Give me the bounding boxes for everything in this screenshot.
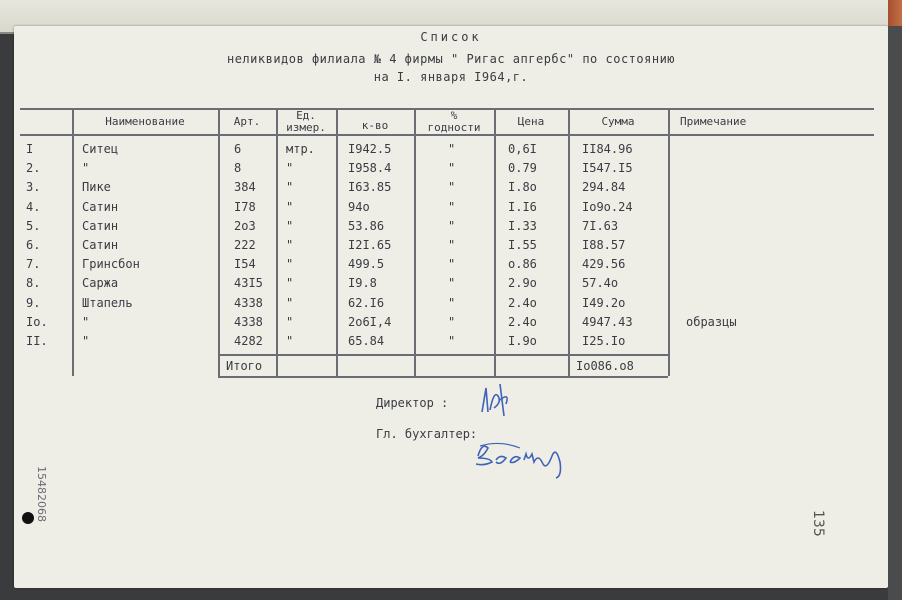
item-unit: " [286,218,294,233]
item-percent-usable: " [448,161,456,176]
item-price: 2.4o [508,314,537,329]
table-header-rule [20,134,874,136]
column-header-sum: Сумма [601,115,635,128]
item-article: 43I5 [234,276,263,291]
item-quantity: I63.85 [348,180,392,195]
item-article: 2o3 [234,218,256,233]
item-name: Пике [82,180,111,195]
item-percent-usable: " [448,180,456,195]
row-number: 6. [26,238,41,252]
row-number: 5. [26,218,41,233]
column-header-unit: Ед. измер. [286,109,326,134]
item-article: I54 [234,257,256,272]
table-row [20,276,874,294]
item-sum: I49.2o [582,295,626,310]
item-quantity: I2I.65 [348,238,392,252]
item-article: 4338 [234,295,263,310]
table-row [20,257,874,275]
director-signature [476,382,536,422]
item-percent-usable: " [448,314,456,329]
item-quantity: I958.4 [348,161,392,176]
item-quantity: 2o6I,4 [348,314,392,329]
item-name: " [82,334,90,348]
item-name: Гринсбон [82,257,140,272]
item-percent-usable: " [448,257,456,272]
item-quantity: I942.5 [348,142,392,156]
item-quantity: 94o [348,199,370,214]
row-number: II. [26,334,48,348]
row-number: I [26,142,34,156]
total-bottom-rule [218,376,668,378]
table-row [20,142,874,160]
item-note: образцы [686,314,737,329]
item-percent-usable: " [448,276,456,291]
table-row [20,161,874,179]
item-article: 222 [234,238,256,252]
table-row [20,238,874,256]
item-sum: 4947.43 [582,314,633,329]
item-unit: " [286,180,294,195]
item-article: 384 [234,180,256,195]
table-row [20,296,874,314]
item-article: I78 [234,199,256,214]
item-sum: II84.96 [582,142,633,156]
item-price: o.86 [508,257,537,272]
row-number: 9. [26,295,41,310]
item-percent-usable: " [448,295,456,310]
item-unit: " [286,161,294,176]
table-row [20,180,874,198]
item-sum: 294.84 [582,180,626,195]
row-number: 2. [26,161,41,176]
document-subtitle-line2: на I. января I964,г. [373,70,529,84]
item-price: I.33 [508,218,537,233]
item-percent-usable: " [448,238,456,252]
item-name: Саржа [82,276,119,291]
column-header-article: Арт. [233,115,261,128]
item-name: " [82,314,90,329]
item-name: Ситец [82,142,119,156]
item-percent-usable: " [448,142,456,156]
item-name: Штапель [82,295,133,310]
item-article: 4338 [234,314,263,329]
total-sum: Io086.o8 [576,359,634,373]
item-sum: 57.4o [582,276,619,291]
accountant-label: Гл. бухгалтер: [376,427,478,441]
item-unit: " [286,276,294,291]
item-sum: I88.57 [582,238,626,252]
director-label: Директор : [376,396,449,410]
table-row [20,219,874,237]
document-subtitle-line1: неликвидов филиала № 4 фирмы " Ригас апгербс" по состоянию [226,52,676,66]
item-sum: I25.Io [582,334,626,348]
item-percent-usable: " [448,199,456,214]
item-name: Сатин [82,238,119,252]
item-quantity: 53.86 [348,218,385,233]
item-quantity: 62.I6 [348,295,385,310]
table-row [20,200,874,218]
table-row [20,315,874,333]
item-quantity: 65.84 [348,334,385,348]
item-article: 6 [234,142,242,156]
column-header-name: Наименование [105,115,185,128]
column-header-quantity: к-во [361,119,389,132]
item-unit: " [286,334,294,348]
item-name: Сатин [82,218,119,233]
item-quantity: I9.8 [348,276,377,291]
document-title: Список [420,30,482,44]
item-name: Сатин [82,199,119,214]
item-sum: I547.I5 [582,161,633,176]
item-unit: " [286,199,294,214]
document-page [14,26,888,588]
row-number: Io. [26,314,48,329]
item-unit: " [286,238,294,252]
item-percent-usable: " [448,218,456,233]
binding-shadow [888,26,902,600]
item-name: " [82,161,90,176]
item-unit: " [286,314,294,329]
item-price: I.9o [508,334,537,348]
row-number: 4. [26,199,41,214]
item-unit: " [286,295,294,310]
row-number: 8. [26,276,41,291]
item-unit: мтр. [286,142,315,156]
item-sum: 429.56 [582,257,626,272]
item-price: I.8o [508,180,537,195]
total-top-rule [218,354,668,356]
archive-number: 15482068 [35,466,48,522]
hole-punch-mark [22,512,34,524]
item-sum: 7I.63 [582,218,619,233]
item-percent-usable: " [448,334,456,348]
item-price: I.I6 [508,199,537,214]
row-number: 3. [26,180,41,195]
item-sum: Io9o.24 [582,199,633,214]
table-row [20,334,874,352]
column-header-price: Цена [517,115,545,128]
item-article: 4282 [234,334,263,348]
item-price: 0.79 [508,161,537,176]
row-number: 7. [26,257,41,272]
page-number: 135 [810,510,826,537]
item-unit: " [286,257,294,272]
total-label: Итого [226,359,263,373]
accountant-signature [470,432,580,480]
item-article: 8 [234,161,242,176]
column-header-percent-usable: % годности [427,109,481,134]
item-price: 2.4o [508,295,537,310]
item-quantity: 499.5 [348,257,385,272]
item-price: I.55 [508,238,537,252]
item-price: 0,6I [508,142,537,156]
column-header-note: Примечание [680,115,747,128]
item-price: 2.9o [508,276,537,291]
